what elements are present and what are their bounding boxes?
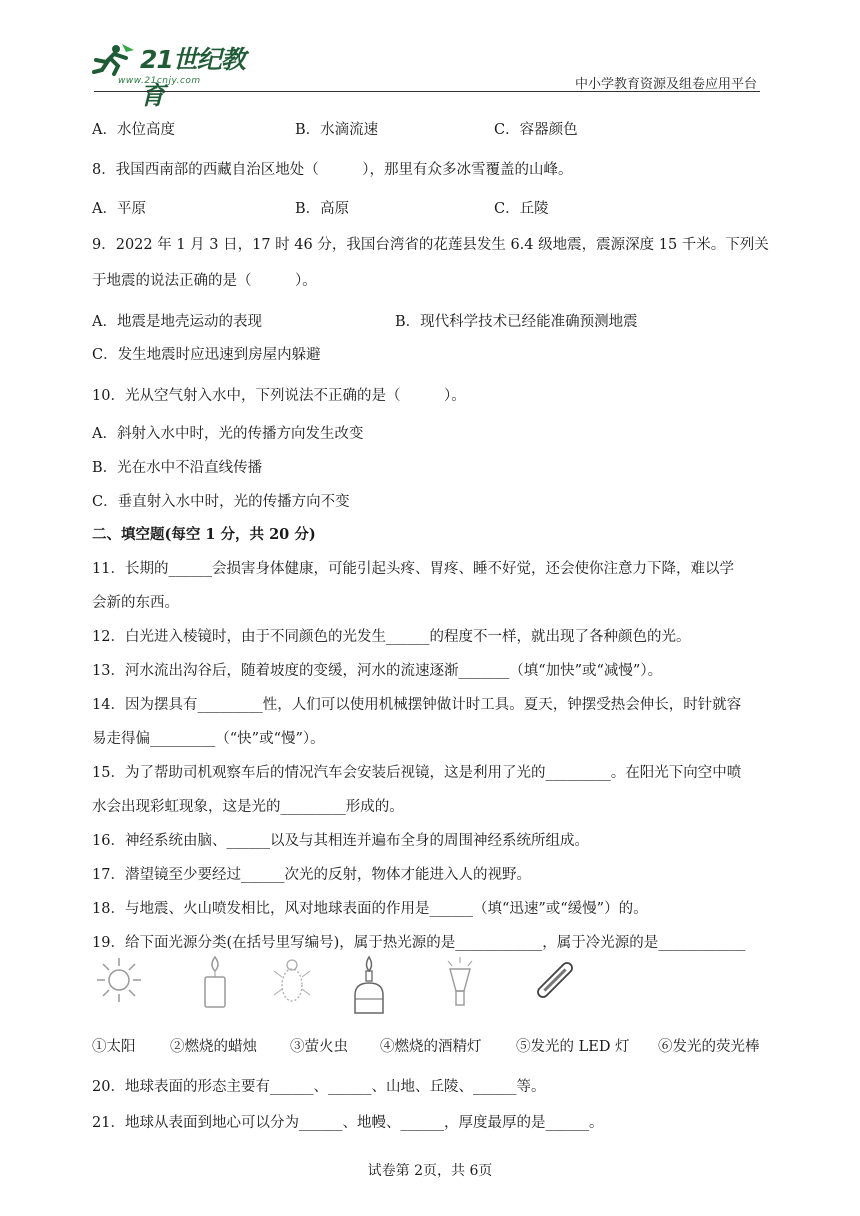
q17: 17．潜望镜至少要经过______次光的反射，物体才能进入人的视野。 [92,867,531,883]
q16: 16．神经系统由脑、______以及与其相连并遍布全身的周围神经系统所组成。 [92,833,589,849]
q7-option-b: B．水滴流速 [295,122,379,138]
runner-icon [92,40,140,76]
source-label-6: ⑥发光的荧光棒 [658,1039,760,1055]
q10-option-c: C．垂直射入水中时，光的传播方向不变 [92,494,350,510]
q9-stem-line1: 9．2022 年 1 月 3 日，17 时 46 分，我国台湾省的花莲县发生 6.4 级地震，震源深度 15 千米。下列关 [92,237,769,253]
q9-option-b: B．现代科学技术已经能准确预测地震 [395,314,638,330]
q9-option-c: C．发生地震时应迅速到房屋内躲避 [92,347,321,363]
q9-stem-line2: 于地震的说法正确的是（ ）。 [92,273,317,289]
candle-icon [197,955,233,1011]
page-footer: 试卷第 2页，共 6页 [367,1163,493,1179]
q7-option-a: A．水位高度 [92,122,175,138]
q18: 18．与地震、火山喷发相比，风对地球表面的作用是______（填“迅速”或“缓慢”）的。 [92,901,648,917]
light-source-images [92,955,772,1025]
source-label-3: ③萤火虫 [290,1039,348,1055]
q8-option-b: B．高原 [295,201,350,217]
glow-stick-icon [530,955,580,1005]
led-lamp-icon [442,955,478,1011]
q12: 12．白光进入棱镜时，由于不同颜色的光发生______的程度不一样，就出现了各种颜色的光。 [92,629,691,645]
source-label-1: ①太阳 [92,1039,136,1055]
q15-line1: 15．为了帮助司机观察车后的情况汽车会安装后视镜，这是利用了光的_________。在阳光下向空中喷 [92,765,742,781]
source-label-2: ②燃烧的蜡烛 [170,1039,257,1055]
q7-option-c: C．容器颜色 [494,122,578,138]
q8-option-c: C．丘陵 [494,201,549,217]
sun-icon [94,955,144,1005]
q14-line2: 易走得偏_________（“快”或“慢”）。 [92,731,325,747]
q10-option-b: B．光在水中不沿直线传播 [92,460,263,476]
source-label-5: ⑤发光的 LED 灯 [516,1039,630,1055]
alcohol-lamp-icon [347,955,391,1017]
logo-text: 21世纪教育 [140,45,245,110]
q10-stem: 10．光从空气射入水中，下列说法不正确的是（ ）。 [92,388,466,404]
q19: 19．给下面光源分类(在括号里写编号)，属于热光源的是____________，属于冷光源的是____________ [92,935,746,951]
q14-line1: 14．因为摆具有_________性，人们可以使用机械摆钟做计时工具。夏天，钟摆受热会伸长，时针就容 [92,697,742,713]
q11-line2: 会新的东西。 [92,595,179,611]
platform-title: 中小学教育资源及组卷应用平台 [574,77,757,92]
q15-line2: 水会出现彩虹现象，这是光的_________形成的。 [92,799,404,815]
q9-option-a: A．地震是地壳运动的表现 [92,314,262,330]
q10-option-a: A．斜射入水中时，光的传播方向发生改变 [92,426,364,442]
source-label-4: ④燃烧的酒精灯 [380,1039,482,1055]
q11-line1: 11．长期的______会损害身体健康，可能引起头疼、胃疼、睡不好觉，还会使你注意力下降，难以学 [92,561,734,577]
q20: 20．地球表面的形态主要有______、______、山地、丘陵、______等。 [92,1079,546,1095]
q21: 21．地球从表面到地心可以分为______、地幔、______，厚度最厚的是______。 [92,1115,604,1131]
header-divider [94,91,760,92]
page-header [0,0,860,110]
logo-url: www.21cnjy.com [118,76,201,86]
firefly-icon [272,955,312,1007]
q13: 13．河水流出沟谷后，随着坡度的变缓，河水的流速逐渐_______（填“加快”或“减慢”）。 [92,663,663,679]
site-logo [92,40,262,110]
q8-stem: 8．我国西南部的西藏自治区地处（ ），那里有众多冰雪覆盖的山峰。 [92,162,573,178]
q8-option-a: A．平原 [92,201,146,217]
section-heading: 二、填空题(每空 1 分，共 20 分) [92,526,316,543]
